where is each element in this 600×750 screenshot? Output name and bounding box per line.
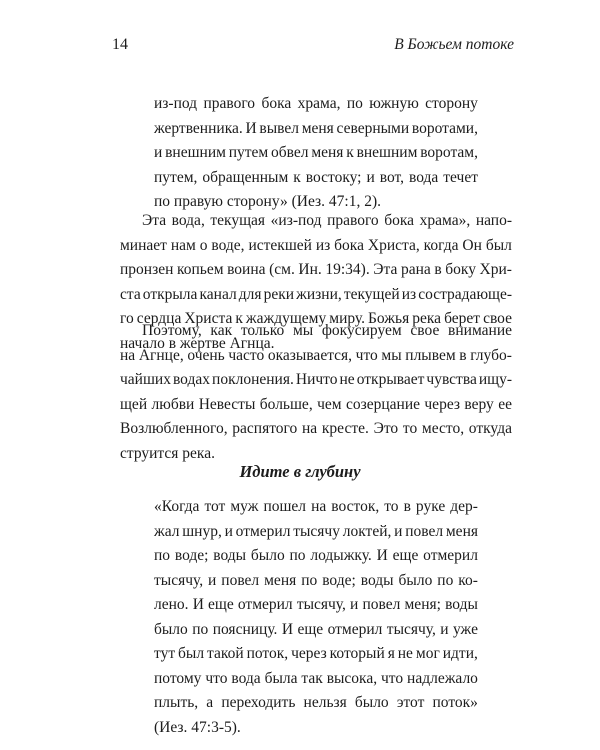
paragraph2-line: на Агнце, очень часто оказывается, что мы плывем в глубо-	[120, 346, 512, 364]
paragraph1-line: ста открыла канал для реки жизни, текущей из сострадающе-	[120, 285, 512, 303]
quote2-line: (Иез. 47:3-5).	[154, 718, 241, 736]
quote2-line: по воде; воды было по лодыжку. И еще отмерил	[154, 547, 478, 564]
quote1-line: из-под правого бока храма, по южную сторону	[154, 95, 478, 112]
quote2-line: тут был такой поток, через который я не мог идти,	[154, 645, 478, 662]
paragraph1-line: начало в жертве Агнца.	[120, 334, 275, 352]
quote1-line: жертвенника. И вывел меня северными воротами,	[154, 119, 478, 137]
paragraph-2	[120, 319, 512, 466]
quote2-line: лено. И еще отмерил тысячу, и повел меня; воды	[154, 596, 478, 613]
page-number: 14	[112, 36, 128, 53]
quote1-line: путем, обращенным к востоку; и вот, вода течет	[154, 168, 478, 186]
quote2-line: было по поясницу. И еще отмерил тысячу, и уже	[154, 620, 478, 638]
scripture-quote-2	[154, 495, 478, 740]
paragraph1-line: Эта вода, текущая «из-под правого бока храма», напо-	[142, 212, 512, 229]
page-header	[112, 36, 514, 60]
scripture-quote-1	[154, 92, 478, 215]
running-title: В Божьем потоке	[394, 36, 514, 53]
quote1-line: и внешним путем обвел меня к внешним воротам,	[154, 144, 478, 161]
section-heading: Идите в глубину	[239, 462, 361, 481]
quote1-line: по правую сторону» (Иез. 47:1, 2).	[154, 193, 381, 210]
paragraph2-line: щей любви Невесты больше, чем созерцание через веру ее	[120, 395, 512, 413]
quote2-line: жал шнур, и отмерил тысячу локтей, и повел меня	[154, 522, 478, 540]
paragraph2-line: Возлюбленного, распятого на кресте. Это то место, откуда	[120, 420, 512, 437]
paragraph1-line: го сердца Христа к жаждущему миру. Божья река берет свое	[120, 310, 512, 327]
paragraph1-line: минает нам о воде, истекшей из бока Христа, когда Он был	[120, 236, 512, 254]
paragraph2-line: Поэтому, как только мы фокусируем свое внимание	[142, 322, 512, 339]
quote2-line: плыть, а переходить нельзя было этот поток»	[154, 694, 478, 711]
quote2-line: «Когда тот муж пошел на восток, то в руке дер-	[154, 498, 478, 515]
quote2-line: потому что вода была так высока, что надлежало	[154, 669, 478, 687]
quote2-line: тысячу, и повел меня по воде; воды было по ко-	[154, 571, 478, 589]
paragraph2-line: струится река.	[120, 444, 215, 462]
paragraph2-line: чайших водах поклонения. Ничто не открывает чувства ищу-	[120, 371, 512, 388]
paragraph1-line: пронзен копьем воина (см. Ин. 19:34). Эта рана в боку Хри-	[120, 261, 512, 278]
